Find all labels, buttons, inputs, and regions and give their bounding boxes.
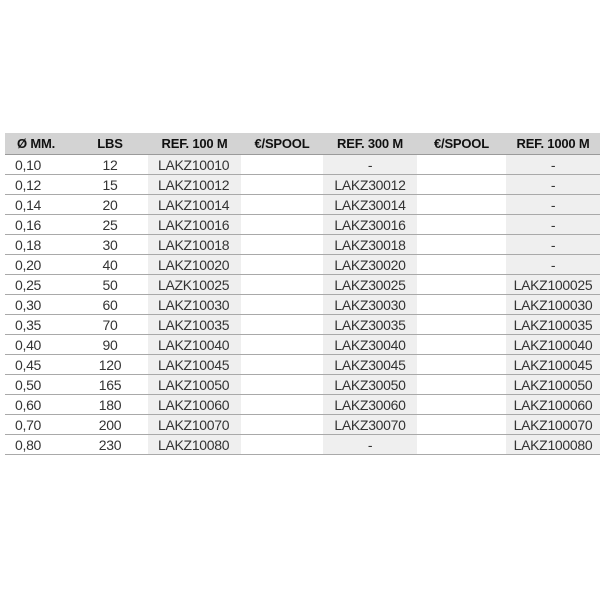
header-ref-300m: REF. 300 M (323, 133, 417, 155)
cell-price-300m (417, 195, 506, 215)
cell-ref-1000m: LAKZ100050 (506, 375, 600, 395)
cell-diameter: 0,25 (5, 275, 72, 295)
cell-price-300m (417, 155, 506, 175)
table-row (5, 275, 600, 295)
cell-ref-100m: LAKZ10030 (148, 295, 241, 315)
table-row (5, 215, 600, 235)
table-row (5, 155, 600, 175)
header-lbs: LBS (72, 133, 148, 155)
cell-ref-1000m: LAKZ100035 (506, 315, 600, 335)
cell-price-300m (417, 315, 506, 335)
cell-lbs: 60 (72, 295, 148, 315)
cell-ref-1000m: - (506, 175, 600, 195)
cell-diameter: 0,45 (5, 355, 72, 375)
cell-ref-100m: LAKZ10060 (148, 395, 241, 415)
cell-ref-1000m: - (506, 155, 600, 175)
cell-ref-300m: LAKZ30060 (323, 395, 417, 415)
cell-lbs: 200 (72, 415, 148, 435)
cell-price-100m (241, 215, 323, 235)
cell-price-100m (241, 355, 323, 375)
cell-lbs: 15 (72, 175, 148, 195)
table-row (5, 355, 600, 375)
cell-price-100m (241, 175, 323, 195)
cell-diameter: 0,80 (5, 435, 72, 455)
cell-ref-300m: LAKZ30040 (323, 335, 417, 355)
header-row (5, 133, 600, 155)
cell-ref-1000m: LAKZ100040 (506, 335, 600, 355)
cell-ref-1000m: LAKZ100080 (506, 435, 600, 455)
table-row (5, 415, 600, 435)
spool-reference-table (5, 133, 600, 455)
cell-ref-100m: LAKZ10016 (148, 215, 241, 235)
cell-ref-1000m: LAKZ100070 (506, 415, 600, 435)
cell-price-300m (417, 435, 506, 455)
cell-price-300m (417, 275, 506, 295)
cell-lbs: 230 (72, 435, 148, 455)
cell-diameter: 0,40 (5, 335, 72, 355)
cell-diameter: 0,12 (5, 175, 72, 195)
cell-ref-300m: LAKZ30012 (323, 175, 417, 195)
cell-price-100m (241, 275, 323, 295)
cell-diameter: 0,35 (5, 315, 72, 335)
header-price-300m: €/SPOOL (417, 133, 506, 155)
cell-price-100m (241, 415, 323, 435)
cell-ref-1000m: LAKZ100045 (506, 355, 600, 375)
cell-price-300m (417, 335, 506, 355)
cell-ref-100m: LAKZ10010 (148, 155, 241, 175)
cell-diameter: 0,30 (5, 295, 72, 315)
cell-ref-300m: - (323, 155, 417, 175)
cell-price-300m (417, 175, 506, 195)
cell-price-100m (241, 195, 323, 215)
table-row (5, 235, 600, 255)
cell-price-100m (241, 375, 323, 395)
cell-price-100m (241, 255, 323, 275)
cell-lbs: 12 (72, 155, 148, 175)
cell-lbs: 120 (72, 355, 148, 375)
cell-price-100m (241, 315, 323, 335)
cell-ref-300m: LAKZ30018 (323, 235, 417, 255)
cell-ref-100m: LAKZ10014 (148, 195, 241, 215)
cell-price-300m (417, 375, 506, 395)
cell-ref-1000m: - (506, 235, 600, 255)
cell-ref-100m: LAKZ10070 (148, 415, 241, 435)
cell-ref-300m: LAKZ30020 (323, 255, 417, 275)
cell-ref-1000m: LAKZ100060 (506, 395, 600, 415)
cell-price-100m (241, 235, 323, 255)
cell-ref-100m: LAKZ10012 (148, 175, 241, 195)
cell-price-300m (417, 295, 506, 315)
table-body (5, 155, 600, 455)
table-row (5, 315, 600, 335)
cell-ref-100m: LAKZ10045 (148, 355, 241, 375)
spool-reference-table-container (5, 133, 600, 455)
cell-price-300m (417, 355, 506, 375)
cell-diameter: 0,70 (5, 415, 72, 435)
cell-lbs: 25 (72, 215, 148, 235)
cell-ref-300m: LAKZ30070 (323, 415, 417, 435)
table-row (5, 195, 600, 215)
cell-price-100m (241, 395, 323, 415)
cell-lbs: 165 (72, 375, 148, 395)
cell-price-100m (241, 155, 323, 175)
table-row (5, 395, 600, 415)
table-row (5, 175, 600, 195)
cell-ref-300m: LAKZ30016 (323, 215, 417, 235)
cell-price-100m (241, 435, 323, 455)
cell-ref-300m: LAKZ30035 (323, 315, 417, 335)
cell-diameter: 0,18 (5, 235, 72, 255)
cell-ref-100m: LAKZ10018 (148, 235, 241, 255)
cell-diameter: 0,20 (5, 255, 72, 275)
cell-lbs: 30 (72, 235, 148, 255)
cell-lbs: 70 (72, 315, 148, 335)
header-price-100m: €/SPOOL (241, 133, 323, 155)
cell-ref-100m: LAZK10025 (148, 275, 241, 295)
cell-ref-1000m: - (506, 255, 600, 275)
cell-ref-100m: LAKZ10035 (148, 315, 241, 335)
cell-ref-1000m: LAKZ100025 (506, 275, 600, 295)
cell-diameter: 0,50 (5, 375, 72, 395)
cell-diameter: 0,60 (5, 395, 72, 415)
cell-diameter: 0,16 (5, 215, 72, 235)
table-row (5, 435, 600, 455)
cell-lbs: 40 (72, 255, 148, 275)
cell-ref-300m: LAKZ30014 (323, 195, 417, 215)
cell-price-300m (417, 235, 506, 255)
cell-price-100m (241, 295, 323, 315)
cell-ref-300m: LAKZ30030 (323, 295, 417, 315)
table-row (5, 335, 600, 355)
cell-ref-1000m: LAKZ100030 (506, 295, 600, 315)
cell-ref-100m: LAKZ10080 (148, 435, 241, 455)
cell-price-300m (417, 395, 506, 415)
cell-ref-300m: LAKZ30050 (323, 375, 417, 395)
table-row (5, 295, 600, 315)
cell-ref-1000m: - (506, 195, 600, 215)
cell-ref-300m: LAKZ30045 (323, 355, 417, 375)
table-header (5, 133, 600, 155)
table-row (5, 375, 600, 395)
cell-ref-300m: - (323, 435, 417, 455)
cell-lbs: 20 (72, 195, 148, 215)
cell-ref-300m: LAKZ30025 (323, 275, 417, 295)
header-ref-1000m: REF. 1000 M (506, 133, 600, 155)
cell-diameter: 0,10 (5, 155, 72, 175)
cell-price-100m (241, 335, 323, 355)
cell-diameter: 0,14 (5, 195, 72, 215)
cell-ref-100m: LAKZ10040 (148, 335, 241, 355)
cell-ref-1000m: - (506, 215, 600, 235)
cell-lbs: 50 (72, 275, 148, 295)
cell-price-300m (417, 415, 506, 435)
cell-lbs: 180 (72, 395, 148, 415)
table-row (5, 255, 600, 275)
cell-lbs: 90 (72, 335, 148, 355)
header-diameter: Ø MM. (5, 133, 72, 155)
cell-ref-100m: LAKZ10050 (148, 375, 241, 395)
cell-ref-100m: LAKZ10020 (148, 255, 241, 275)
cell-price-300m (417, 255, 506, 275)
header-ref-100m: REF. 100 M (148, 133, 241, 155)
cell-price-300m (417, 215, 506, 235)
